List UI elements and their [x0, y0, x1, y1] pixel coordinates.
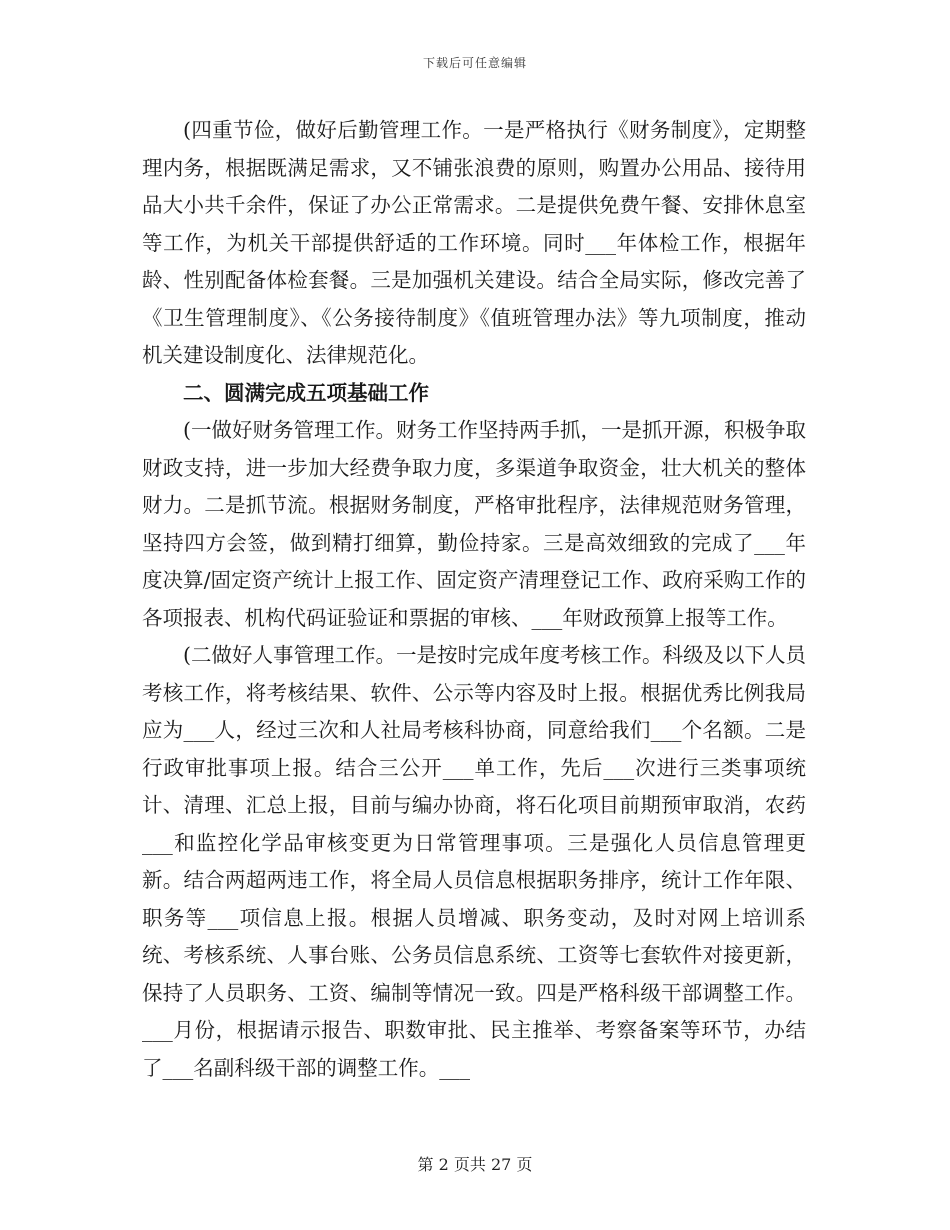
document-body: [142, 112, 806, 1087]
page-footer: 第 2 页共 27 页: [417, 1155, 533, 1174]
section-heading: 二、圆满完成五项基础工作: [183, 380, 429, 405]
paragraph-personnel: (二做好人事管理工作。一是按时完成年度考核工作。科级及以下人员考核工作，将考核结果、软件、公示等内容及时上报。根据优秀比例我局应为___人，经过三次和人社局考核科协商，同意给我们___个名额。二是行政审批事项上报。结合三公开___单工作，先后___次进行三类事项统计、清理、汇总上报，目前与编办协商，将石化项目前期预审取消，农药___和监控化学品审核变更为日常管理事项。三是强化人员信息管理更新。结合两超两违工作，将全局人员信息根据职务排序，统计工作年限、职务等___项信息上报。根据人员增减、职务变动，及时对网上培训系统、考核系统、人事台账、公务员信息系统、工资等七套软件对接更新，保持了人员职务、工资、编制等情况一致。四是严格科级干部调整工作。___月份，根据请示报告、职数审批、民主推举、考察备案等环节，办结了___名副科级干部的调整工作。___: [142, 643, 806, 1080]
paragraph-finance: (一做好财务管理工作。财务工作坚持两手抓，一是抓开源，积极争取财政支持，进一步加大经费争取力度，多渠道争取资金，壮大机关的整体财力。二是抓节流。根据财务制度，严格审批程序，法律规范财务管理，坚持四方会签，做到精打细算，勤俭持家。三是高效细致的完成了___年度决算/固定资产统计上报工作、固定资产清理登记工作、政府采购工作的各项报表、机构代码证验证和票据的审核、___年财政预算上报等工作。: [142, 418, 806, 630]
paragraph-logistics: (四重节俭，做好后勤管理工作。一是严格执行《财务制度》，定期整理内务，根据既满足需求，又不铺张浪费的原则，购置办公用品、接待用品大小共千余件，保证了办公正常需求。二是提供免费午餐、安排休息室等工作，为机关干部提供舒适的工作环境。同时___年体检工作，根据年龄、性别配备体检套餐。三是加强机关建设。结合全局实际，修改完善了《卫生管理制度》、《公务接待制度》《值班管理办法》等九项制度，推动机关建设制度化、法律规范化。: [142, 118, 806, 367]
page-header: 下载后可任意编辑: [422, 56, 527, 70]
